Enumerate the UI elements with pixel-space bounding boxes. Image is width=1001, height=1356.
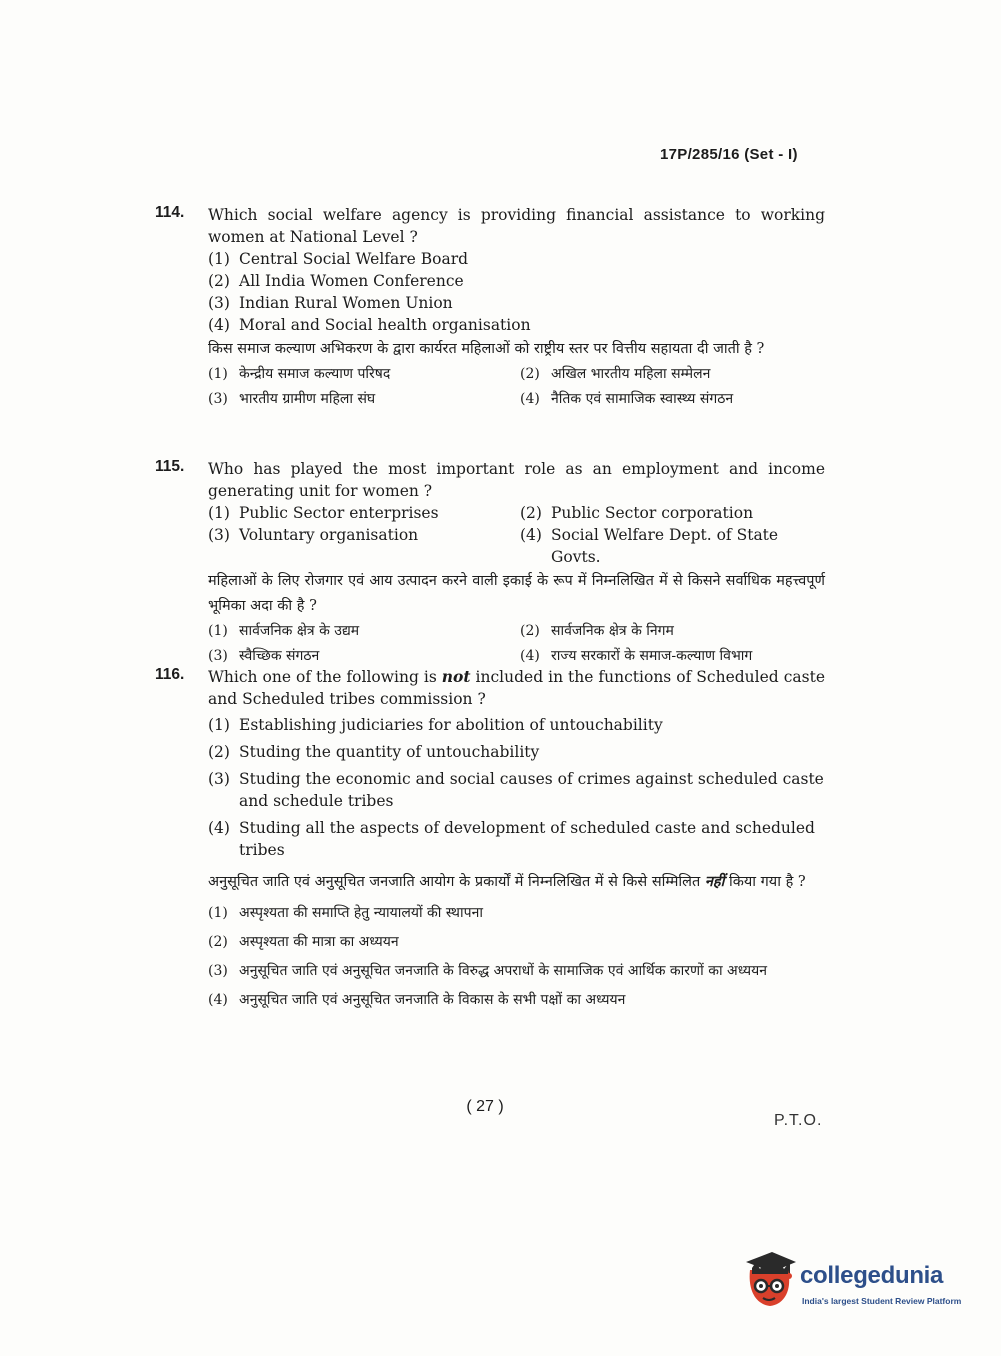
option-number: (2) — [520, 623, 540, 639]
option-number: (4) — [520, 391, 540, 407]
question-115 — [155, 458, 825, 669]
option-number: (1) — [208, 366, 228, 382]
option-hi-1 — [208, 901, 825, 926]
question-text-en: Who has played the most important role as an employment and income generating unit for women ? — [208, 460, 825, 500]
options-hi-grid — [208, 619, 825, 669]
option-en-3 — [208, 524, 520, 568]
option-hi-3 — [208, 387, 520, 412]
option-text: Studing all the aspects of development of scheduled caste and scheduled tribes — [239, 819, 815, 859]
option-number: (2) — [208, 743, 230, 761]
option-number: (2) — [520, 366, 540, 382]
option-text: अखिल भारतीय महिला सम्मेलन — [551, 366, 711, 382]
option-number: (4) — [520, 648, 540, 664]
option-hi-4 — [520, 387, 825, 412]
option-en-4 — [208, 314, 825, 336]
option-number: (3) — [208, 526, 230, 544]
option-en-2 — [520, 502, 825, 524]
option-text: भारतीय ग्रामीण महिला संघ — [239, 391, 376, 407]
option-number: (2) — [520, 504, 542, 522]
option-hi-2 — [520, 619, 825, 644]
option-text: Public Sector enterprises — [239, 504, 439, 522]
option-en-2 — [208, 741, 825, 763]
question-text-hi — [208, 869, 825, 895]
option-text: Public Sector corporation — [551, 504, 754, 522]
option-text: Social Welfare Dept. of State Govts. — [551, 526, 779, 566]
option-text: अनुसूचित जाति एवं अनुसूचित जनजाति के विरुद्ध अपराधों के सामाजिक एवं आर्थिक कारणों का अध्ययन — [239, 963, 767, 979]
option-en-4 — [208, 817, 825, 861]
emphasis-not: not — [441, 667, 471, 686]
page-number: ( 27 ) — [466, 1098, 504, 1115]
brand-tagline: India's largest Student Review Platform — [802, 1296, 962, 1306]
student-mascot-icon — [742, 1248, 798, 1310]
emphasis-nahin: नहीं — [704, 873, 725, 890]
option-text: All India Women Conference — [239, 272, 464, 290]
option-number: (1) — [208, 250, 230, 268]
option-number: (4) — [520, 526, 542, 544]
option-text: राज्य सरकारों के समाज-कल्याण विभाग — [551, 648, 753, 664]
option-number: (2) — [208, 934, 228, 950]
option-hi-3 — [208, 959, 825, 984]
option-en-1 — [208, 714, 825, 736]
options-hi-grid — [208, 362, 825, 412]
option-text: अस्पृश्यता की समाप्ति हेतु न्यायालयों की स्थापना — [239, 905, 483, 921]
option-number: (4) — [208, 316, 230, 334]
option-number: (4) — [208, 819, 230, 837]
option-text: अनुसूचित जाति एवं अनुसूचित जनजाति के विकास के सभी पक्षों का अध्ययन — [239, 992, 626, 1008]
option-text: केन्द्रीय समाज कल्याण परिषद — [239, 366, 391, 382]
question-text-part: Which one of the following is — [208, 668, 442, 686]
option-en-3 — [208, 292, 825, 314]
option-number: (1) — [208, 504, 230, 522]
question-number: 116. — [155, 666, 185, 683]
option-text: नैतिक एवं सामाजिक स्वास्थ्य संगठन — [551, 391, 734, 407]
option-number: (1) — [208, 905, 228, 921]
paper-code: 17P/285/16 (Set - I) — [660, 146, 798, 163]
option-number: (3) — [208, 963, 228, 979]
question-116 — [155, 666, 825, 1017]
option-hi-1 — [208, 619, 520, 644]
option-text: Studing the economic and social causes of crimes against scheduled caste and schedule tribes — [239, 770, 824, 810]
option-hi-2 — [208, 930, 825, 955]
option-text: स्वैच्छिक संगठन — [239, 648, 320, 664]
option-number: (3) — [208, 391, 228, 407]
collegedunia-watermark — [742, 1248, 972, 1314]
option-number: (3) — [208, 648, 228, 664]
option-text: Indian Rural Women Union — [239, 294, 453, 312]
option-hi-4 — [208, 988, 825, 1013]
option-en-2 — [208, 270, 825, 292]
option-text: सार्वजनिक क्षेत्र के निगम — [551, 623, 674, 639]
option-hi-1 — [208, 362, 520, 387]
option-text: Studing the quantity of untouchability — [239, 743, 540, 761]
option-text: Establishing judiciaries for abolition of untouchability — [239, 716, 663, 734]
option-number: (1) — [208, 623, 228, 639]
question-text-part: included in the functions of Scheduled caste and Scheduled tribes commission ? — [208, 668, 825, 708]
question-text-part: अनुसूचित जाति एवं अनुसूचित जनजाति आयोग के प्रकार्यों में निम्नलिखित में से किसे सम्मिलित — [208, 874, 705, 890]
option-text: Voluntary organisation — [239, 526, 419, 544]
option-text: अस्पृश्यता की मात्रा का अध्ययन — [239, 934, 399, 950]
question-text-hi: किस समाज कल्याण अभिकरण के द्वारा कार्यरत महिलाओं को राष्ट्रीय स्तर पर वित्तीय सहायता दी जाती है ? — [208, 341, 765, 357]
brand-name: collegedunia — [800, 1262, 944, 1289]
option-number: (2) — [208, 272, 230, 290]
option-en-1 — [208, 248, 825, 270]
question-114 — [155, 204, 825, 412]
option-en-4 — [520, 524, 825, 568]
option-number: (1) — [208, 716, 230, 734]
question-text-hi: महिलाओं के लिए रोजगार एवं आय उत्पादन करने वाली इकाई के रूप में निम्नलिखित में से किसने सर्वाधिक महत्त्वपूर्ण भूमिका अदा की है ? — [208, 573, 825, 614]
pto-label: P.T.O. — [774, 1112, 823, 1129]
question-number: 114. — [155, 204, 185, 221]
question-text-en — [208, 666, 825, 710]
question-text-part: किया गया है ? — [724, 874, 806, 890]
option-text: Moral and Social health organisation — [239, 316, 531, 334]
question-text-en: Which social welfare agency is providing financial assistance to working women at National Level ? — [208, 206, 825, 246]
option-hi-2 — [520, 362, 825, 387]
option-text: सार्वजनिक क्षेत्र के उद्यम — [239, 623, 360, 639]
option-en-3 — [208, 768, 825, 812]
option-en-1 — [208, 502, 520, 524]
option-number: (4) — [208, 992, 228, 1008]
options-en-grid — [208, 502, 825, 568]
option-text: Central Social Welfare Board — [239, 250, 469, 268]
option-number: (3) — [208, 770, 230, 788]
question-number: 115. — [155, 458, 185, 475]
option-number: (3) — [208, 294, 230, 312]
